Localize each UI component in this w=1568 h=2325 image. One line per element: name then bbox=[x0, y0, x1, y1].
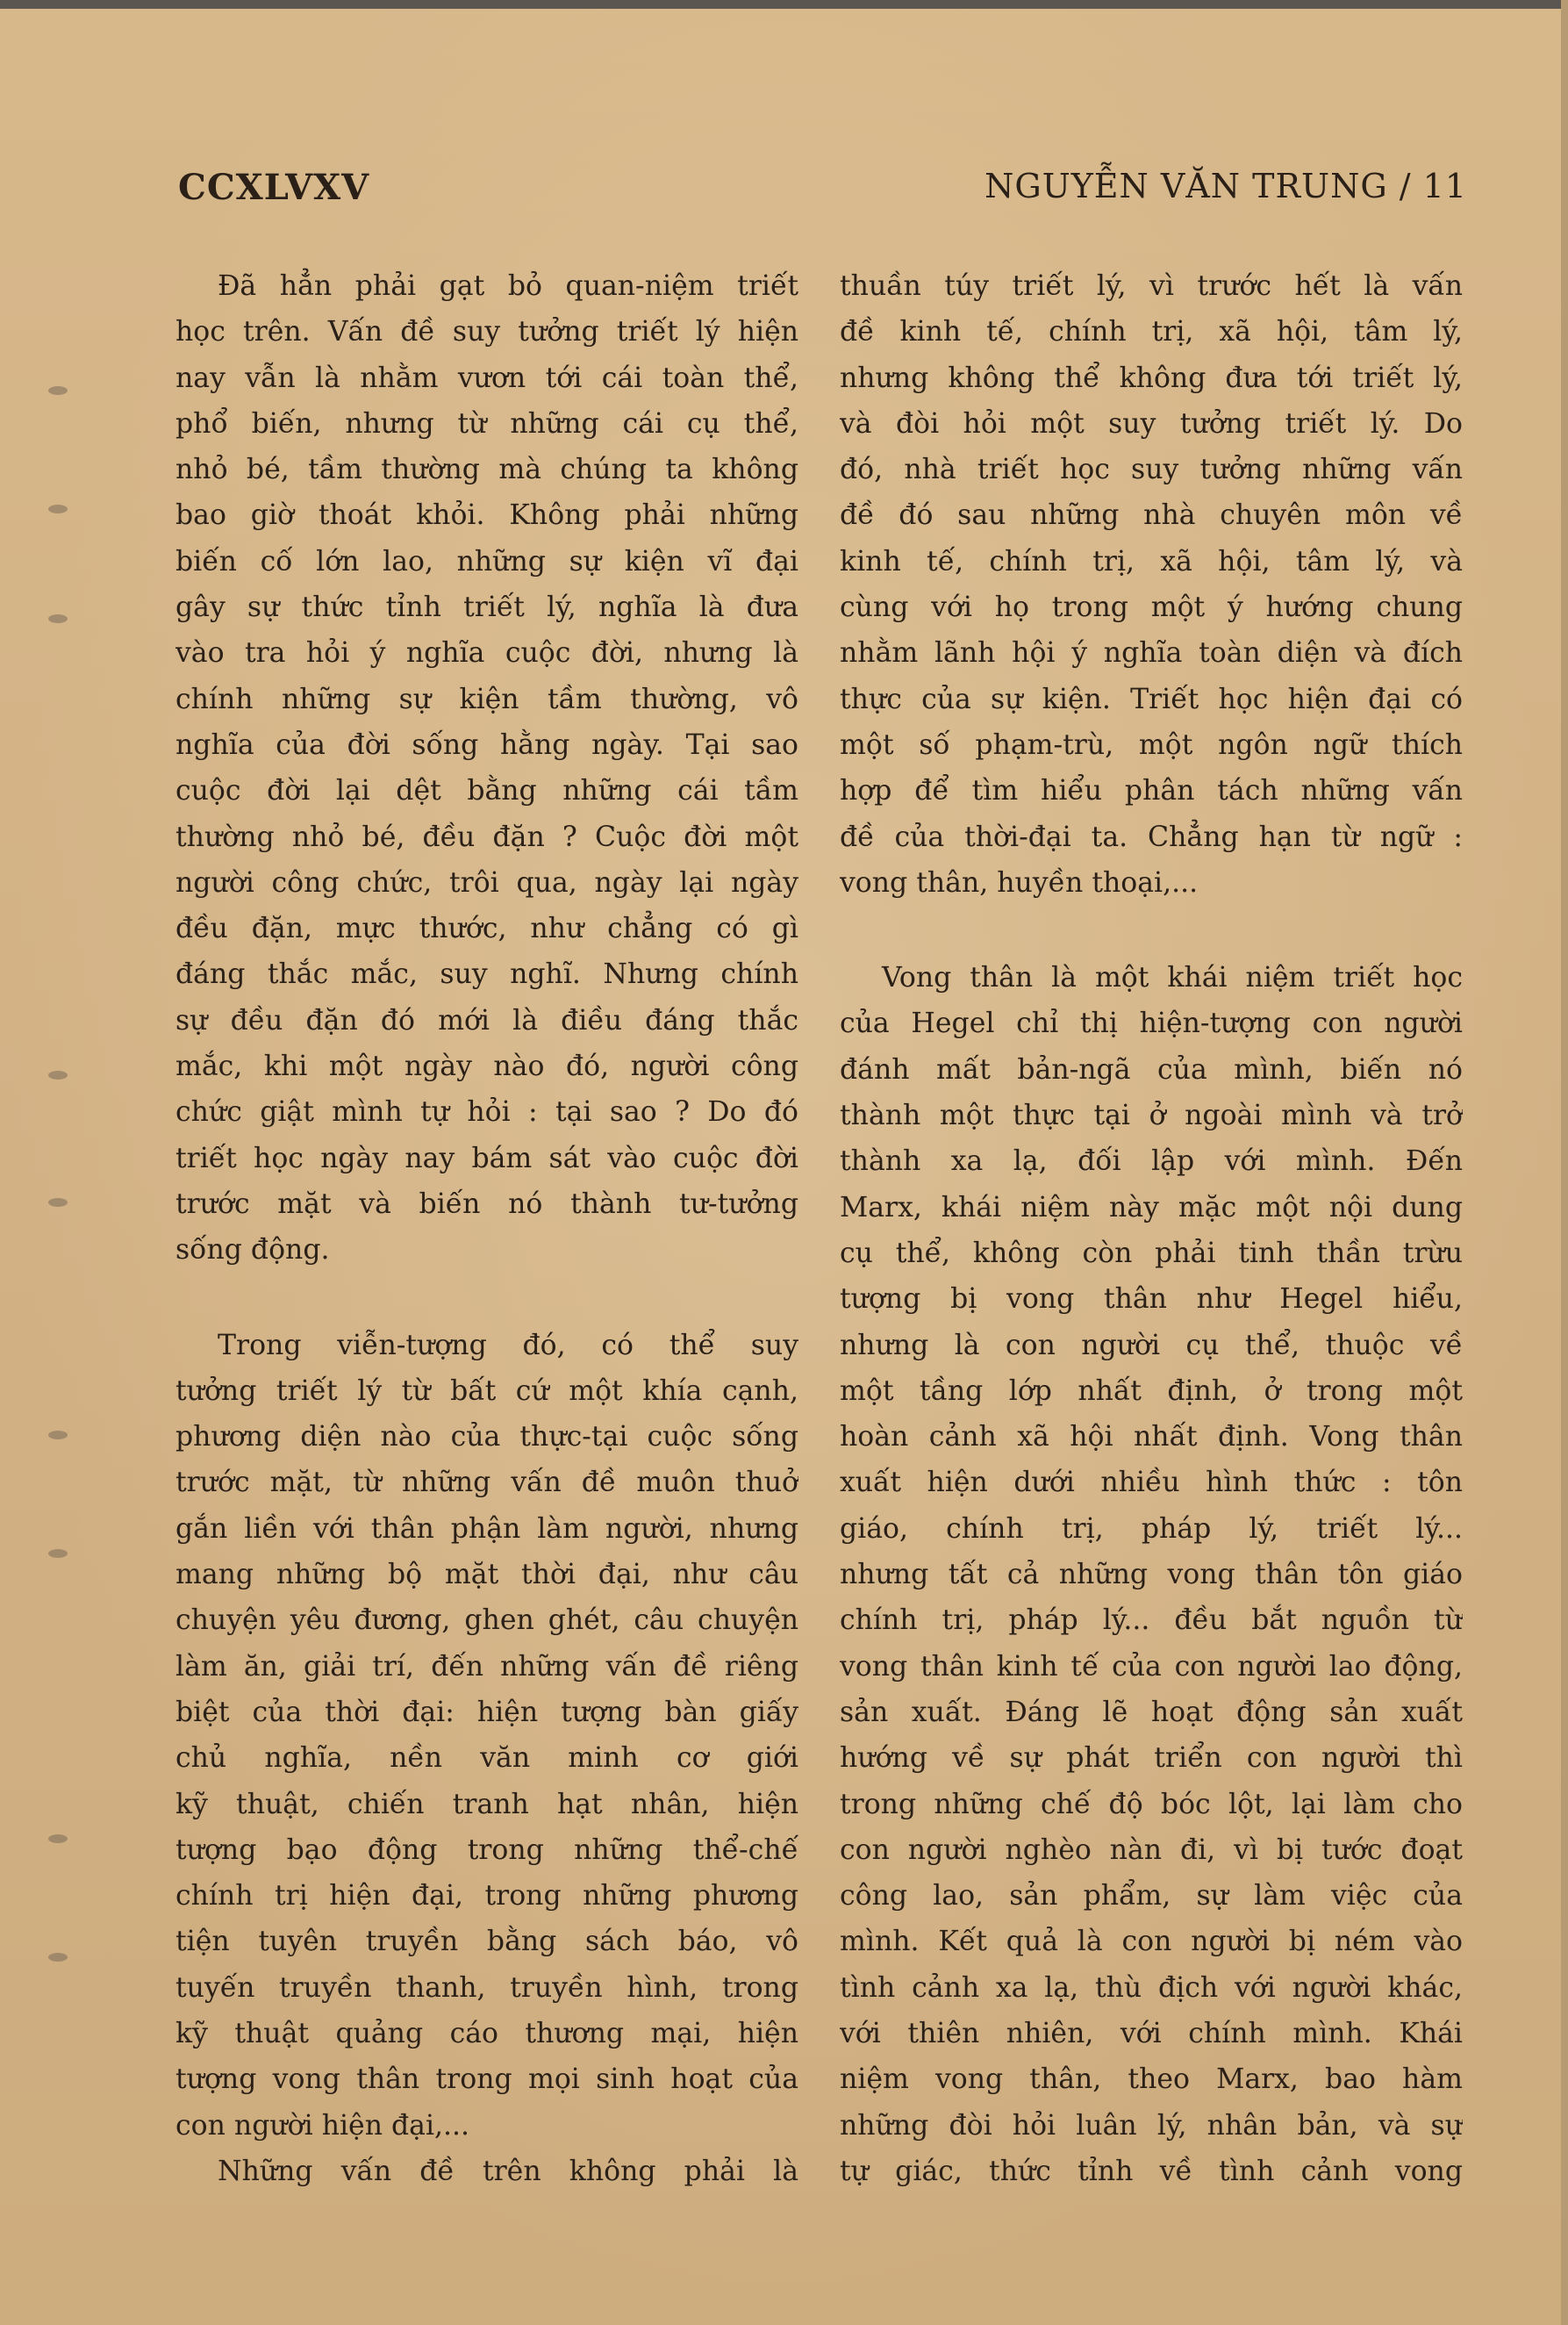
text-line: tượng bạo động trong những thể-chế bbox=[175, 1833, 798, 1866]
margin-speck bbox=[48, 1431, 68, 1439]
text-line: mang những bộ mặt thời đại, như câu bbox=[175, 1559, 798, 1591]
paragraph-gap bbox=[175, 1274, 798, 1323]
text-line: sản xuất. Đáng lẽ hoạt động sản xuất bbox=[840, 1696, 1463, 1728]
text-line: đều đặn, mực thước, như chẳng có gì bbox=[175, 913, 798, 945]
header-section-number: CCXLVXV bbox=[178, 167, 370, 208]
text-line: Những vấn đề trên không phải là bbox=[218, 2155, 798, 2187]
margin-speck bbox=[48, 1953, 68, 1962]
text-line: chủ nghĩa, nền văn minh cơ giới bbox=[175, 1742, 798, 1775]
text-line: thuần túy triết lý, vì trước hết là vấn bbox=[840, 270, 1463, 302]
text-line: vào tra hỏi ý nghĩa cuộc đời, nhưng là bbox=[175, 637, 798, 670]
text-line: đề đó sau những nhà chuyên môn về bbox=[840, 499, 1463, 532]
text-line: triết học ngày nay bám sát vào cuộc đời bbox=[175, 1142, 798, 1174]
text-line: niệm vong thân, theo Marx, bao hàm bbox=[840, 2063, 1463, 2096]
page-top-edge bbox=[0, 0, 1568, 9]
text-line: phổ biến, nhưng từ những cái cụ thể, bbox=[175, 407, 798, 440]
text-line: gây sự thức tỉnh triết lý, nghĩa là đưa bbox=[175, 592, 798, 624]
text-line: hướng về sự phát triển con người thì bbox=[840, 1742, 1463, 1775]
text-line: thành xa lạ, đối lập với mình. Đến bbox=[840, 1145, 1463, 1178]
page-right-edge bbox=[1561, 0, 1568, 2325]
text-line: mình. Kết quả là con người bị ném vào bbox=[840, 1926, 1463, 1958]
margin-speck bbox=[48, 386, 68, 395]
text-line: tiện tuyên truyền bằng sách báo, vô bbox=[175, 1926, 798, 1958]
text-line: thành một thực tại ở ngoài mình và trở bbox=[840, 1100, 1463, 1132]
text-line: tưởng triết lý từ bất cứ một khía cạnh, bbox=[175, 1374, 798, 1407]
text-line: người công chức, trôi qua, ngày lại ngày bbox=[175, 866, 798, 899]
text-line: và đòi hỏi một suy tưởng triết lý. Do bbox=[840, 407, 1463, 440]
text-line: thực của sự kiện. Triết học hiện đại có bbox=[840, 683, 1463, 715]
text-line: làm ăn, giải trí, đến những vấn đề riêng bbox=[175, 1650, 798, 1683]
margin-speck bbox=[48, 614, 68, 623]
text-line: một số phạm-trù, một ngôn ngữ thích bbox=[840, 728, 1463, 761]
text-line: biệt của thời đại: hiện tượng bàn giấy bbox=[175, 1696, 798, 1728]
text-line: đề của thời-đại ta. Chẳng hạn từ ngữ : bbox=[840, 821, 1463, 853]
margin-speck bbox=[48, 1549, 68, 1558]
text-line: đề kinh tế, chính trị, xã hội, tâm lý, bbox=[840, 316, 1463, 348]
text-line: chính trị hiện đại, trong những phương bbox=[175, 1880, 798, 1912]
text-line: nhưng là con người cụ thể, thuộc về bbox=[840, 1329, 1463, 1361]
text-line: sống động. bbox=[175, 1234, 330, 1267]
text-line: của Hegel chỉ thị hiện-tượng con người bbox=[840, 1008, 1463, 1040]
text-line: những đòi hỏi luân lý, nhân bản, và sự bbox=[840, 2109, 1463, 2142]
text-line: nay vẫn là nhằm vươn tới cái toàn thể, bbox=[175, 362, 798, 394]
right-text-column bbox=[840, 263, 1463, 2194]
text-line: chính trị, pháp lý... đều bắt nguồn từ bbox=[840, 1604, 1463, 1637]
text-line: tượng vong thân trong mọi sinh hoạt của bbox=[175, 2063, 798, 2096]
text-line: chuyện yêu đương, ghen ghét, câu chuyện bbox=[175, 1604, 798, 1637]
margin-speck bbox=[48, 505, 68, 513]
running-header bbox=[0, 167, 1568, 219]
text-line: học trên. Vấn đề suy tưởng triết lý hiện bbox=[175, 316, 798, 348]
text-line: nhỏ bé, tầm thường mà chúng ta không bbox=[175, 454, 798, 486]
text-line: sự đều đặn đó mới là điều đáng thắc bbox=[175, 1004, 798, 1037]
text-line: phương diện nào của thực-tại cuộc sống bbox=[175, 1421, 798, 1453]
text-line: hợp để tìm hiểu phân tách những vấn bbox=[840, 775, 1463, 807]
text-line: một tầng lớp nhất định, ở trong một bbox=[840, 1374, 1463, 1407]
text-line: tình cảnh xa lạ, thù địch với người khác, bbox=[840, 1971, 1463, 2004]
text-line: đáng thắc mắc, suy nghĩ. Nhưng chính bbox=[175, 958, 798, 991]
text-line: Trong viễn-tượng đó, có thể suy bbox=[218, 1329, 798, 1361]
text-line: biến cố lớn lao, những sự kiện vĩ đại bbox=[175, 545, 798, 578]
text-line: con người nghèo nàn đi, vì bị tước đoạt bbox=[840, 1833, 1463, 1866]
text-line: Đã hẳn phải gạt bỏ quan-niệm triết bbox=[218, 270, 798, 302]
paragraph-gap bbox=[840, 906, 1463, 955]
text-line: bao giờ thoát khỏi. Không phải những bbox=[175, 499, 798, 532]
text-line: trước mặt và biến nó thành tư-tưởng bbox=[175, 1188, 798, 1220]
text-line: chính những sự kiện tầm thường, vô bbox=[175, 683, 798, 715]
text-line: mắc, khi một ngày nào đó, người công bbox=[175, 1051, 798, 1083]
text-line: xuất hiện dưới nhiều hình thức : tôn bbox=[840, 1467, 1463, 1499]
margin-speck bbox=[48, 1071, 68, 1080]
text-line: với thiên nhiên, với chính mình. Khái bbox=[840, 2017, 1463, 2049]
text-line: tuyến truyền thanh, truyền hình, trong bbox=[175, 1971, 798, 2004]
text-line: thường nhỏ bé, đều đặn ? Cuộc đời một bbox=[175, 821, 798, 853]
text-line: kỹ thuật, chiến tranh hạt nhân, hiện bbox=[175, 1788, 798, 1820]
header-author-page: NGUYỄN VĂN TRUNG / 11 bbox=[984, 167, 1467, 205]
text-line: Vong thân là một khái niệm triết học bbox=[882, 962, 1463, 994]
text-line: tự giác, thức tỉnh về tình cảnh vong bbox=[840, 2155, 1463, 2187]
text-line: chức giật mình tự hỏi : tại sao ? Do đó bbox=[175, 1096, 798, 1129]
text-line: trong những chế độ bóc lột, lại làm cho bbox=[840, 1788, 1463, 1820]
text-line: hoàn cảnh xã hội nhất định. Vong thân bbox=[840, 1421, 1463, 1453]
margin-speck bbox=[48, 1834, 68, 1843]
text-line: gắn liền với thân phận làm người, nhưng bbox=[175, 1512, 798, 1545]
text-line: công lao, sản phẩm, sự làm việc của bbox=[840, 1880, 1463, 1912]
text-line: con người hiện đại,... bbox=[175, 2109, 470, 2142]
text-line: nghĩa của đời sống hằng ngày. Tại sao bbox=[175, 728, 798, 761]
text-line: cụ thể, không còn phải tinh thần trừu bbox=[840, 1237, 1463, 1269]
text-line: vong thân kinh tế của con người lao động, bbox=[840, 1650, 1463, 1683]
left-text-column bbox=[175, 263, 798, 2194]
margin-speck bbox=[48, 1198, 68, 1207]
text-line: Marx, khái niệm này mặc một nội dung bbox=[840, 1191, 1463, 1223]
text-line: vong thân, huyền thoại,... bbox=[840, 866, 1199, 899]
text-line: kinh tế, chính trị, xã hội, tâm lý, và bbox=[840, 545, 1463, 578]
text-line: trước mặt, từ những vấn đề muôn thuở bbox=[175, 1467, 798, 1499]
text-line: nhưng tất cả những vong thân tôn giáo bbox=[840, 1559, 1463, 1591]
text-line: đó, nhà triết học suy tưởng những vấn bbox=[840, 454, 1463, 486]
text-line: nhưng không thể không đưa tới triết lý, bbox=[840, 362, 1463, 394]
text-line: tượng bị vong thân như Hegel hiểu, bbox=[840, 1283, 1463, 1316]
text-line: giáo, chính trị, pháp lý, triết lý... bbox=[840, 1512, 1463, 1545]
text-line: đánh mất bản-ngã của mình, biến nó bbox=[840, 1053, 1463, 1086]
text-line: kỹ thuật quảng cáo thương mại, hiện bbox=[175, 2017, 798, 2049]
text-line: nhằm lãnh hội ý nghĩa toàn diện và đích bbox=[840, 637, 1463, 670]
text-line: cuộc đời lại dệt bằng những cái tầm bbox=[175, 775, 798, 807]
text-line: cùng với họ trong một ý hướng chung bbox=[840, 592, 1463, 624]
